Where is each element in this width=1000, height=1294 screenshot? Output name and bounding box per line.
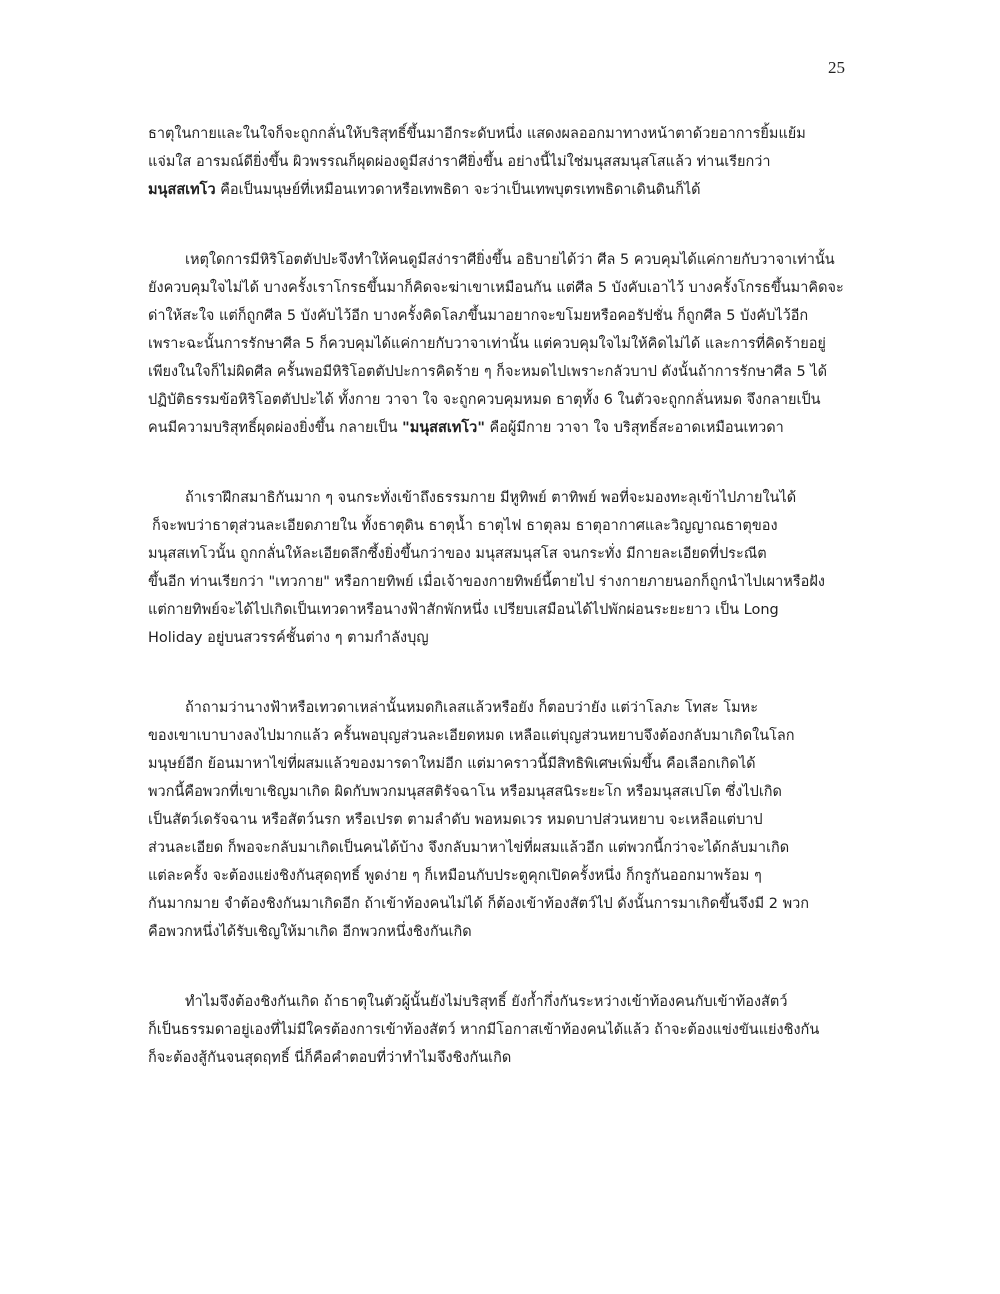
bold-term: มนุสสเทโว [148,182,216,198]
text-line: เพราะฉะนั้นการรักษาศีล 5 ก็ควบคุมได้แค่กายกับวาจาเท่านั้น แต่ควบคุมใจไม่ให้คิดไม่ได้ และการที่คิดร้ายอยู่ [148,336,826,352]
text-line: ก็จะพบว่าธาตุส่วนละเอียดภายใน ทั้งธาตุดิน ธาตุน้ำ ธาตุไฟ ธาตุลม ธาตุอากาศและวิญญาณธาตุของ [152,518,778,534]
text-segment: คือเป็นมนุษย์ที่เหมือนเทวดาหรือเทพธิดา จะว่าเป็นเทพบุตรเทพธิดาเดินดินก็ได้ [215,182,701,198]
text-line: เพียงในใจก็ไม่ผิดศีล ครั้นพอมีหิริโอตตัปปะการคิดร้าย ๆ ก็จะหมดไปเพราะกลัวบาป ดังนั้นถ้าการรักษาศีล 5 ได้ [148,364,828,380]
text-line: แต่ละครั้ง จะต้องแย่งชิงกันสุดฤทธิ์ พูดง่าย ๆ ก็เหมือนกับประตูคุกเปิดครั้งหนึ่ง ก็กรูกันออกมาพร้อม ๆ [148,868,762,884]
text-segment: คนมีความบริสุทธิ์ผุดผ่องยิ่งขึ้น กลายเป็น [148,420,403,436]
paragraph-4 [148,694,868,946]
text-line: แต่กายทิพย์จะได้ไปเกิดเป็นเทวดาหรือนางฟ้าสักพักหนึ่ง เปรียบเสมือนได้ไปพักผ่อนระยะยาว เป็น Long [148,602,779,618]
text-line: ถ้าเราฝึกสมาธิกันมาก ๆ จนกระทั่งเข้าถึงธรรมกาย มีหูทิพย์ ตาทิพย์ พอที่จะมองทะลุเข้าไปภายในได้ [185,490,797,506]
text-line: มนุษย์อีก ย้อนมาหาไข่ที่ผสมแล้วของมารดาใหม่อีก แต่มาคราวนี้มีสิทธิพิเศษเพิ่มขึ้น คือเลือกเกิดได้ [148,756,756,772]
text-line: ธาตุในกายและในใจก็จะถูกกลั่นให้บริสุทธิ์ขึ้นมาอีกระดับหนึ่ง แสดงผลออกมาทางหน้าตาด้วยอาการยิ้มแย้ม [148,126,806,142]
document-body [148,120,868,1114]
paragraph-2 [148,246,868,442]
text-line: คือพวกหนึ่งได้รับเชิญให้มาเกิด อีกพวกหนึ่งชิงกันเกิด [148,924,472,940]
text-segment: คือผู้มีกาย วาจา ใจ บริสุทธิ์สะอาดเหมือนเทวดา [484,420,784,436]
paragraph-1 [148,120,868,204]
text-line: ส่วนละเอียด ก็พอจะกลับมาเกิดเป็นคนได้บ้าง จึงกลับมาหาไข่ที่ผสมแล้วอีก แต่พวกนี้กว่าจะได้กลับมาเกิด [148,840,790,856]
text-line: ยังควบคุมใจไม่ได้ บางครั้งเราโกรธขึ้นมาก็คิดจะฆ่าเขาเหมือนกัน แต่ศีล 5 บังคับเอาไว้ บางครั้งโกรธขึ้นมาคิดจะ [148,280,844,296]
text-line: ถ้าถามว่านางฟ้าหรือเทวดาเหล่านั้นหมดกิเลสแล้วหรือยัง ก็ตอบว่ายัง แต่ว่าโลภะ โทสะ โมหะ [185,700,759,716]
text-line: ของเขาเบาบางลงไปมากแล้ว ครั้นพอบุญส่วนละเอียดหมด เหลือแต่บุญส่วนหยาบจึงต้องกลับมาเกิดในโลก [148,728,795,744]
paragraph-3 [148,484,868,652]
text-line: กันมากมาย จำต้องชิงกันมาเกิดอีก ถ้าเข้าท้องคนไม่ได้ ก็ต้องเข้าท้องสัตว์ไป ดังนั้นการมาเกิดขึ้นจึงมี 2 พวก [148,896,810,912]
text-line: ขึ้นอีก ท่านเรียกว่า "เทวกาย" หรือกายทิพย์ เมื่อเจ้าของกายทิพย์นี้ตายไป ร่างกายภายนอกก็ถูกนำไปเผาหรือฝัง [148,574,825,590]
text-line: เป็นสัตว์เดรัจฉาน หรือสัตว์นรก หรือเปรต ตามลำดับ พอหมดเวร หมดบาปส่วนหยาบ จะเหลือแต่บาป [148,812,763,828]
text-line: เหตุใดการมีหิริโอตตัปปะจึงทำให้คนดูมีสง่าราศียิ่งขึ้น อธิบายได้ว่า ศีล 5 ควบคุมได้แค่กายกับวาจาเท่านั้น [185,252,835,268]
text-line: ปฏิบัติธรรมข้อหิริโอตตัปปะได้ ทั้งกาย วาจา ใจ จะถูกควบคุมหมด ธาตุทั้ง 6 ในตัวจะถูกกลั่นหมด จึงกลายเป็น [148,392,821,408]
paragraph-5 [148,988,868,1072]
text-line: แจ่มใส อารมณ์ดียิ่งขึ้น ผิวพรรณก็ผุดผ่องดูมีสง่าราศียิ่งขึ้น อย่างนี้ไม่ใช่มนุสสมนุสโสแล้ว ท่านเรียกว่า [148,154,771,170]
bold-term: "มนุสสเทโว" [402,420,485,436]
text-line: Holiday อยู่บนสวรรค์ชั้นต่าง ๆ ตามกำลังบุญ [148,630,429,646]
text-line: ก็จะต้องสู้กันจนสุดฤทธิ์ นี่ก็คือคำตอบที่ว่าทำไมจึงชิงกันเกิด [148,1050,512,1066]
text-line [148,414,868,442]
text-line: มนุสสเทโวนั้น ถูกกลั่นให้ละเอียดลึกซึ้งยิ่งขึ้นกว่าของ มนุสสมนุสโส จนกระทั่ง มีกายละเอียดที่ประณีต [148,546,767,562]
page-number: 25 [828,58,845,77]
text-line [148,176,868,204]
text-line: ทำไมจึงต้องชิงกันเกิด ถ้าธาตุในตัวผู้นั้นยังไม่บริสุทธิ์ ยังก้ำกึ่งกันระหว่างเข้าท้องคนกับเข้าท้องสัตว์ [185,994,788,1010]
text-line: ด่าให้สะใจ แต่ก็ถูกศีล 5 บังคับไว้อีก บางครั้งคิดโลภขึ้นมาอยากจะขโมยหรือคอรัปชั่น ก็ถูกศีล 5 บังคับไว้อีก [148,308,809,324]
text-line: พวกนี้คือพวกที่เขาเชิญมาเกิด ผิดกับพวกมนุสสติรัจฉาโน หรือมนุสสนิระยะโก หรือมนุสสเปโต ซึ่งไปเกิด [148,784,782,800]
text-line: ก็เป็นธรรมดาอยู่เองที่ไม่มีใครต้องการเข้าท้องสัตว์ หากมีโอกาสเข้าท้องคนได้แล้ว ถ้าจะต้องแข่งขันแย่งชิงกัน [148,1022,820,1038]
